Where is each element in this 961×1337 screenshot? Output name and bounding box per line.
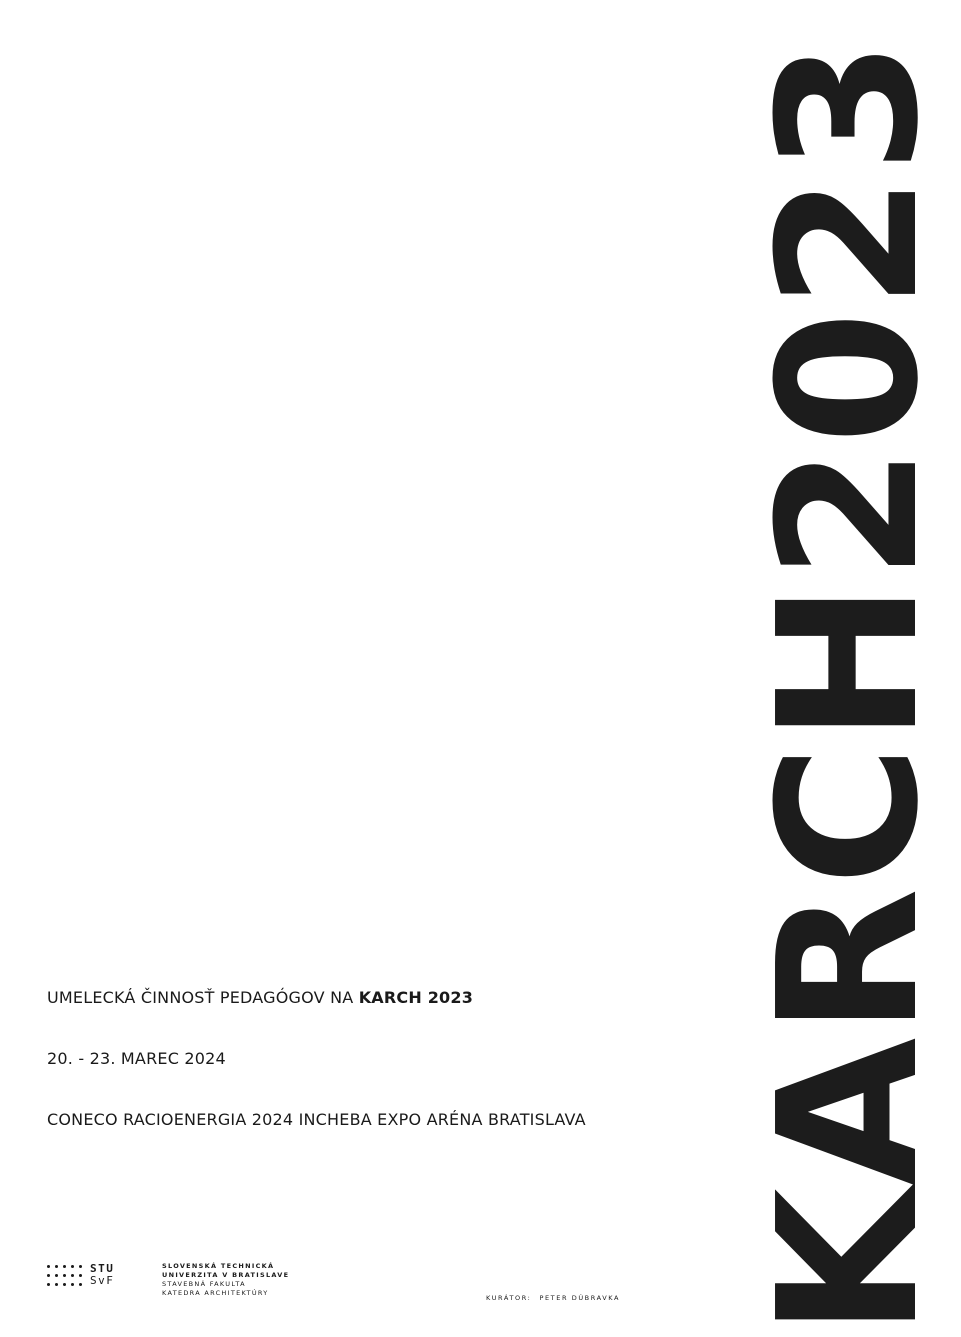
stu-logo [47, 1263, 114, 1287]
institution-line-4: KATEDRA ARCHITEKTÚRY [162, 1289, 269, 1297]
curator-credit [486, 1294, 620, 1302]
institution-block [162, 1262, 289, 1298]
subtitle [47, 988, 473, 1007]
curator-label: KURÁTOR: [486, 1294, 532, 1302]
subtitle-bold: KARCH 2023 [358, 988, 474, 1007]
institution-line-2: UNIVERZITA V BRATISLAVE [162, 1271, 290, 1279]
logo-stu: STU [90, 1262, 115, 1275]
logo-svf: SvF [90, 1274, 115, 1287]
vertical-title: KARCH2023 [738, 37, 961, 1337]
dot-grid-icon [47, 1265, 82, 1286]
event-date: 20. - 23. MAREC 2024 [47, 1049, 226, 1068]
event-venue: CONECO RACIOENERGIA 2024 INCHEBA EXPO ARÉNA BRATISLAVA [47, 1110, 586, 1129]
subtitle-prefix: UMELECKÁ ČINNOSŤ PEDAGÓGOV NA [47, 988, 359, 1007]
institution-line-3: STAVEBNÁ FAKULTA [162, 1280, 246, 1288]
curator-name: PETER DÚBRAVKA [539, 1294, 621, 1302]
institution-line-1: SLOVENSKÁ TECHNICKÁ [162, 1262, 275, 1270]
